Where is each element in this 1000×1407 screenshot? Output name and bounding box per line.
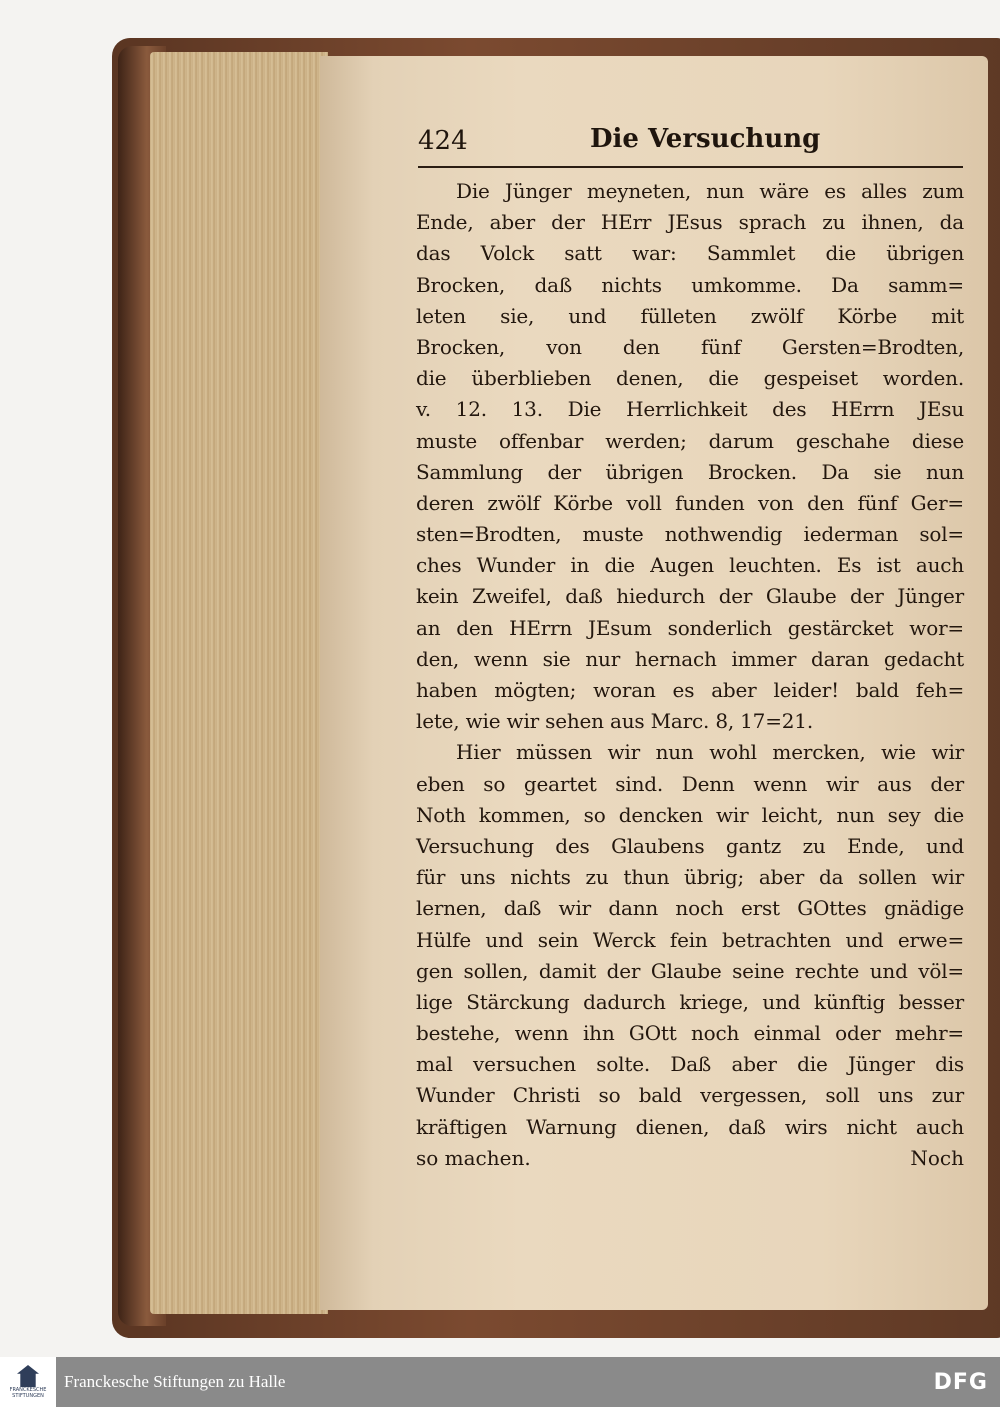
text-line: Sammlung der übrigen Brocken. Da sie nun [416,459,964,484]
text-line: den, wenn sie nur hernach immer daran gedacht [416,646,964,671]
text-line: Noth kommen, so dencken wir leicht, nun sey die [416,802,964,827]
franckesche-logo[interactable] [0,1357,56,1407]
page-header [418,122,963,168]
text-line: kein Zweifel, daß hiedurch der Glaube der Jünger [416,584,964,609]
page-number: 424 [418,126,468,156]
text-line: gen sollen, damit der Glaube seine rechte und völ= [416,958,964,983]
text-line: Hülfe und sein Werck fein betrachten und erwe= [416,927,964,952]
logo-text: FRANCKESCHE STIFTUNGEN [9,1387,47,1399]
text-line: an den HErrn JEsum sonderlich gestärcket wor= [416,615,964,640]
text-line: eben so geartet sind. Denn wenn wir aus der [416,771,964,796]
last-line-row [416,1143,964,1174]
catchword: Noch [910,1145,964,1170]
text-line: muste offenbar werden; darum geschahe diese [416,428,964,453]
text-line: lige Stärckung dadurch kriege, und künftig besser [416,989,964,1014]
text-line: leten sie, und fülleten zwölf Körbe mit [416,303,964,328]
text-line: Hier müssen wir nun wohl mercken, wie wir [456,740,964,765]
text-line: Ende, aber der HErr JEsus sprach zu ihnen, da [416,210,964,235]
body-text [416,176,964,1174]
text-line: Die Jünger meyneten, nun wäre es alles zum [456,179,964,203]
text-line: lernen, daß wir dann noch erst GOttes gnädige [416,896,964,921]
text-line: ches Wunder in die Augen leuchten. Es ist auch [416,553,964,578]
text-line: Wunder Christi so bald vergessen, soll uns zur [416,1083,964,1108]
dfg-logo[interactable]: DFG [933,1369,988,1395]
footer-bar [0,1357,1000,1407]
text-line: das Volck satt war: Sammlet die übrigen [416,241,964,266]
institution-label[interactable]: Franckesche Stiftungen zu Halle [64,1372,286,1391]
text-line: bestehe, wenn ihn GOtt noch einmal oder mehr= [416,1021,964,1046]
page-edges [150,52,328,1314]
text-line: v. 12. 13. Die Herrlichkeit des HErrn JEsu [416,397,964,422]
building-icon [17,1365,39,1387]
text-line: haben mögten; woran es aber leider! bald feh= [416,678,964,702]
text-line: Brocken, daß nichts umkomme. Da samm= [416,272,964,297]
running-title: Die Versuchung [590,124,821,154]
final-line: so machen. [416,1145,531,1170]
text-line: lete, wie wir sehen aus Marc. 8, 17=21. [416,709,813,734]
text-line: deren zwölf Körbe voll funden von den fünf Ger= [416,490,964,515]
text-line: Versuchung des Glaubens gantz zu Ende, und [416,833,964,858]
text-line: Brocken, von den fünf Gersten=Brodten, [416,334,964,359]
text-line: sten=Brodten, muste nothwendig iederman sol= [416,522,964,547]
text-line: mal versuchen solte. Daß aber die Jünger dis [416,1052,964,1077]
text-line: für uns nichts zu thun übrig; aber da sollen wir [416,865,964,890]
text-line: kräftigen Warnung dienen, daß wirs nicht auch [416,1114,964,1139]
text-line: die überblieben denen, die gespeiset worden. [416,366,964,391]
